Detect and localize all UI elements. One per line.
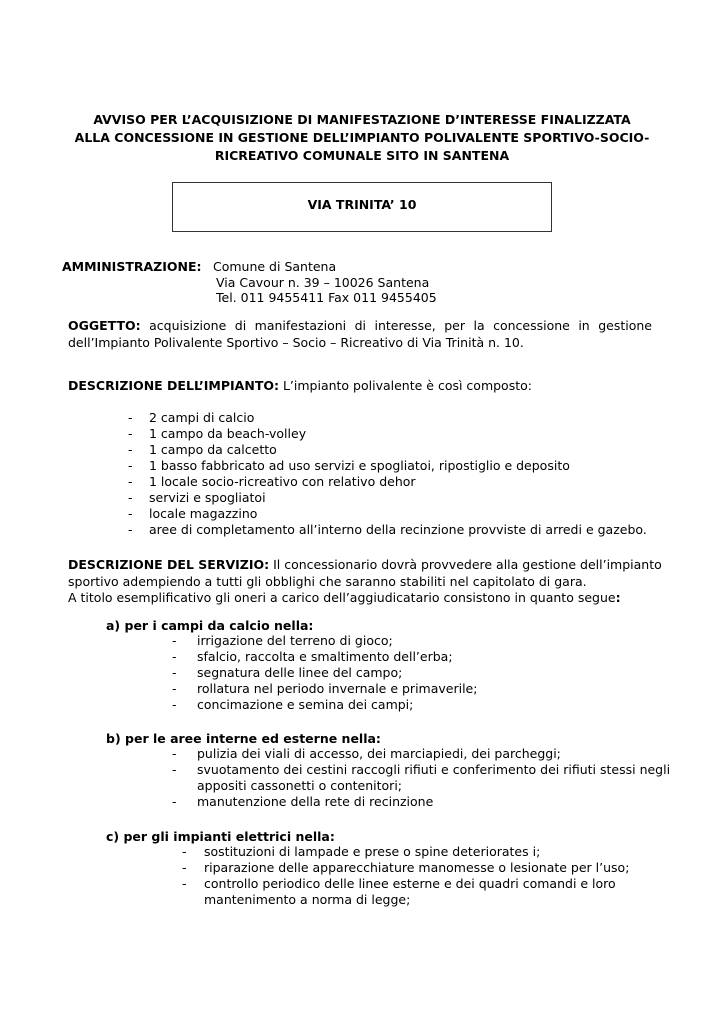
list-item-text: 1 campo da beach-volley	[149, 426, 307, 441]
list-item	[128, 410, 647, 426]
amministrazione-address: Via Cavour n. 39 – 10026 Santena	[216, 275, 430, 290]
dash-bullet: -	[172, 633, 177, 648]
section-c-list	[182, 844, 629, 908]
dash-bullet: -	[182, 860, 187, 875]
dash-bullet: -	[128, 442, 133, 457]
address-box-text: VIA TRINITA’ 10	[307, 197, 417, 212]
list-item-text: servizi e spogliatoi	[149, 490, 266, 505]
dash-bullet: -	[128, 410, 133, 425]
oggetto-text-line-2: dell’Impianto Polivalente Sportivo – Socio – Ricreativo di Via Trinità n. 10.	[68, 334, 524, 350]
descrizione-servizio-line-3-wrap	[68, 590, 652, 607]
list-item-text: 2 campi di calcio	[149, 410, 255, 425]
dash-bullet: -	[172, 665, 177, 680]
dash-bullet: -	[182, 876, 187, 891]
list-item-text: svuotamento dei cestini raccogli rifiuti e conferimento dei rifiuti stessi negli	[197, 762, 671, 777]
list-item	[128, 442, 647, 458]
list-item	[182, 844, 629, 860]
list-item	[128, 426, 647, 442]
dash-bullet: -	[128, 506, 133, 521]
title-line-1: AVVISO PER L’ACQUISIZIONE DI MANIFESTAZIONE D’INTERESSE FINALIZZATA	[93, 112, 631, 127]
descrizione-servizio-line-3: A titolo esemplificativo gli oneri a carico dell’aggiudicatario consistono in quanto segue	[68, 590, 616, 605]
list-item-text: aree di completamento all’interno della recinzione provviste di arredi e gazebo.	[149, 522, 647, 537]
list-item-text: sfalcio, raccolta e smaltimento dell’erba;	[197, 649, 453, 664]
descrizione-impianto-label: DESCRIZIONE DELL’IMPIANTO:	[68, 378, 279, 393]
section-b-heading: b) per le aree interne ed esterne nella:	[106, 731, 381, 746]
list-item-text: segnatura delle linee del campo;	[197, 665, 403, 680]
list-item	[128, 522, 647, 538]
amministrazione-contacts: Tel. 011 9455411 Fax 011 9455405	[216, 290, 437, 305]
list-item	[172, 794, 670, 810]
dash-bullet: -	[172, 794, 177, 809]
list-item-text: 1 locale socio-ricreativo con relativo dehor	[149, 474, 416, 489]
descrizione-impianto-intro: L’impianto polivalente è così composto:	[282, 378, 532, 393]
descrizione-servizio-line-1: Il concessionario dovrà provvedere alla gestione dell’impianto	[273, 557, 662, 572]
list-item	[172, 746, 670, 762]
section-c-heading: c) per gli impianti elettrici nella:	[106, 829, 335, 844]
list-item	[172, 762, 670, 794]
dash-bullet: -	[128, 458, 133, 473]
list-item-text: locale magazzino	[149, 506, 258, 521]
amministrazione-label: AMMINISTRAZIONE:	[62, 259, 202, 274]
list-item-text: concimazione e semina dei campi;	[197, 697, 414, 712]
oggetto-paragraph	[68, 318, 652, 351]
oggetto-label: OGGETTO:	[68, 318, 141, 333]
impianto-list	[128, 410, 647, 538]
list-item	[128, 506, 647, 522]
oggetto-text-line-1: acquisizione di manifestazioni di interesse, per la concessione in gestione	[149, 318, 652, 333]
list-item-text: rollatura nel periodo invernale e primaverile;	[197, 681, 478, 696]
list-item-text: sostituzioni di lampade e prese o spine deteriorates i;	[204, 844, 541, 859]
dash-bullet: -	[182, 844, 187, 859]
list-item-text: irrigazione del terreno di gioco;	[197, 633, 393, 648]
document-title	[68, 111, 656, 165]
list-item	[128, 474, 647, 490]
list-item	[128, 490, 647, 506]
address-box	[172, 182, 552, 232]
list-item-text: 1 basso fabbricato ad uso servizi e spogliatoi, ripostiglio e deposito	[149, 458, 570, 473]
section-b-list	[172, 746, 670, 810]
list-item	[172, 665, 477, 681]
section-a-list	[172, 633, 477, 713]
dash-bullet: -	[128, 522, 133, 537]
amministrazione-name: Comune di Santena	[213, 259, 337, 274]
list-item-text: controllo periodico delle linee esterne e dei quadri comandi e loro	[204, 876, 616, 891]
list-item-text-continued: appositi cassonetti o contenitori;	[197, 778, 402, 793]
list-item-text: manutenzione della rete di recinzione	[197, 794, 434, 809]
title-line-3: RICREATIVO COMUNALE SITO IN SANTENA	[214, 148, 510, 163]
dash-bullet: -	[128, 490, 133, 505]
list-item-text: pulizia dei viali di accesso, dei marciapiedi, dei parcheggi;	[197, 746, 561, 761]
dash-bullet: -	[128, 426, 133, 441]
descrizione-servizio-paragraph	[68, 557, 662, 607]
dash-bullet: -	[172, 697, 177, 712]
list-item	[172, 681, 477, 697]
title-line-2: ALLA CONCESSIONE IN GESTIONE DELL’IMPIANTO POLIVALENTE SPORTIVO-SOCIO-	[74, 130, 650, 145]
list-item-text: riparazione delle apparecchiature manomesse o lesionate per l’uso;	[204, 860, 630, 875]
list-item	[182, 860, 629, 876]
dash-bullet: -	[172, 762, 177, 777]
list-item-text: 1 campo da calcetto	[149, 442, 277, 457]
section-a-heading: a) per i campi da calcio nella:	[106, 618, 314, 633]
dash-bullet: -	[172, 681, 177, 696]
dash-bullet: -	[172, 649, 177, 664]
list-item	[172, 697, 477, 713]
list-item	[172, 649, 477, 665]
descrizione-servizio-colon: :	[615, 590, 621, 605]
list-item	[128, 458, 647, 474]
descrizione-servizio-line-2: sportivo adempiendo a tutti gli obblighi che saranno stabiliti nel capitolato di gara.	[68, 573, 587, 589]
descrizione-impianto-heading	[68, 378, 532, 394]
dash-bullet: -	[128, 474, 133, 489]
list-item	[182, 876, 629, 908]
dash-bullet: -	[172, 746, 177, 761]
list-item	[172, 633, 477, 649]
descrizione-servizio-label: DESCRIZIONE DEL SERVIZIO:	[68, 557, 270, 572]
list-item-text-continued: mantenimento a norma di legge;	[204, 892, 411, 907]
